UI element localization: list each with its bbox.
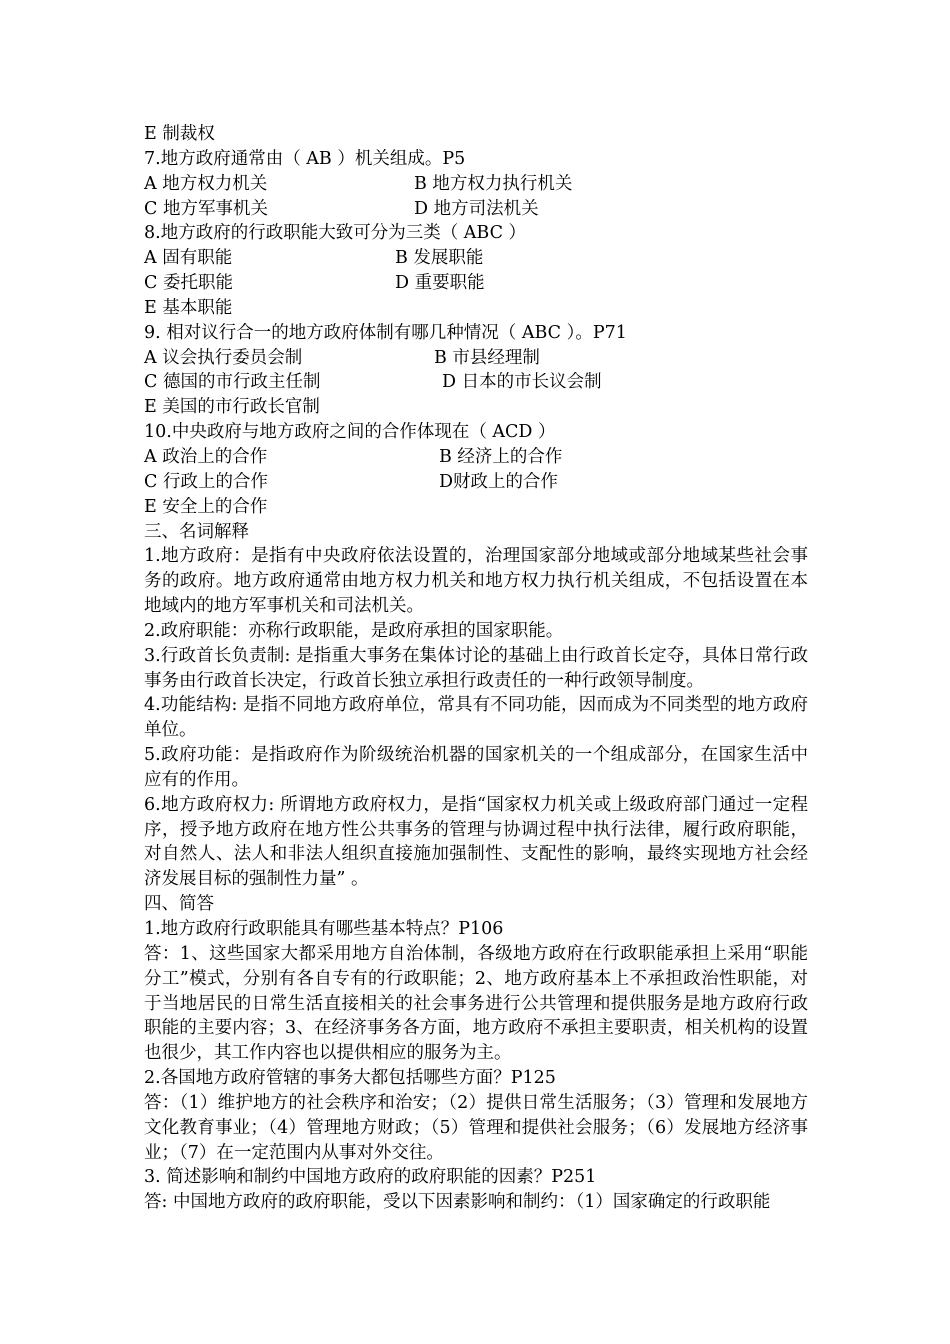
option-b: B 地方权力执行机关: [414, 173, 573, 194]
option-c: C 德国的市行政主任制: [144, 372, 321, 393]
short-answer-text: 答: 中国地方政府的政府职能，受以下因素影响和制约：（1）国家确定的行政职能: [144, 1192, 771, 1213]
option-row: [144, 470, 808, 495]
term-definition: 3.行政首长负责制: 是指重大事务在集体讨论的基础上由行政首长定夺，具体日常行政事务由行政首长决定，行政首长独立承担行政责任的一种行政领导制度。: [144, 645, 808, 691]
question-stem: 9. 相对议行合一的地方政府体制有哪几种情况（ ABC ）。P71: [144, 322, 627, 343]
section-heading-short-answer: 四、简答: [144, 894, 214, 915]
term-definition: 5.政府功能：是指政府作为阶级统治机器的国家机关的一个组成部分，在国家生活中应有的作用。: [144, 745, 808, 790]
option-b: B 经济上的合作: [439, 446, 563, 467]
short-answer-question: 2.各国地方政府管辖的事务大都包括哪些方面？P125: [144, 1068, 556, 1089]
option-c: C 地方军事机关: [144, 198, 268, 219]
short-answer-text: 答：（1）维护地方的社会秩序和治安；（2）提供日常生活服务；（3）管理和发展地方文化教育事业；（4）管理地方财政；（5）管理和提供社会服务；（6）发展地方经济事业；（7）在一定范围内从事对外交往。: [144, 1092, 808, 1163]
section-heading-definitions: 三、名词解释: [144, 521, 249, 542]
question-10: [144, 420, 808, 519]
question-stem: 8.地方政府的行政职能大致可分为三类（ ABC ）: [144, 223, 527, 244]
term-definition: 1.地方政府：是指有中央政府依法设置的，治理国家部分地域或部分地域某些社会事务的政府。地方政府通常由地方权力机关和地方权力执行机关组成，不包括设置在本地域内的地方军事机关和司法机关。: [144, 546, 808, 617]
option-row: [144, 346, 808, 371]
short-answer-question: 3. 简述影响和制约中国地方政府的政府职能的因素？P251: [144, 1167, 597, 1188]
option-d: D 日本的市长议会制: [442, 372, 602, 393]
option-e: E 安全上的合作: [144, 496, 268, 517]
option-e: E 基本职能: [144, 297, 233, 318]
question-stem: 10.中央政府与地方政府之间的合作体现在（ ACD ）: [144, 422, 556, 443]
option-e: E 美国的市行政长官制: [144, 397, 320, 418]
option-row: [144, 172, 808, 197]
document-page: [144, 122, 808, 1215]
option-row: [144, 271, 808, 296]
term-definition: 4.功能结构: 是指不同地方政府单位，常具有不同功能，因而成为不同类型的地方政府单位。: [144, 695, 808, 741]
short-answer-text: 答：1、这些国家大都采用地方自治体制，各级地方政府在行政职能承担上采用“职能分工”模式，分别有各自专有的行政职能；2、地方政府基本上不承担政治性职能，对于当地居民的日常生活直接相关的社会事务进行公共管理和提供服务是地方政府行政职能的主要内容；3、在经济事务各方面，地方政府不承担主要职责，相关机构的设置也很少，其工作内容也以提供相应的服务为主。: [144, 943, 808, 1064]
option-c: C 委托职能: [144, 273, 233, 294]
short-answer-question: 1.地方政府行政职能具有哪些基本特点？P106: [144, 919, 504, 939]
option-a: A 议会执行委员会制: [144, 347, 303, 368]
question-stem: 7.地方政府通常由（ AB ）机关组成。P5: [144, 148, 466, 169]
option-a: A 政治上的合作: [144, 446, 268, 467]
option-a: A 固有职能: [144, 248, 233, 269]
option-d: D 重要职能: [395, 273, 485, 294]
option-a: A 地方权力机关: [144, 173, 268, 194]
question-9: [144, 321, 808, 420]
option-row: [144, 197, 808, 222]
option-b: B 发展职能: [395, 248, 484, 269]
question-7: [144, 147, 808, 222]
option-row: [144, 370, 808, 395]
term-definition: 2.政府职能：亦称行政职能，是政府承担的国家职能。: [144, 620, 564, 641]
option-row: [144, 445, 808, 470]
term-definition: 6.地方政府权力: 所谓地方政府权力，是指“国家权力机关或上级政府部门通过一定程序，授予地方政府在地方性公共事务的管理与协调过程中执行法律，履行政府职能，对自然人、法人和非法人组织直接施加强制性、支配性的影响，最终实现地方社会经济发展目标的强制性力量” 。: [144, 794, 808, 890]
option-c: C 行政上的合作: [144, 471, 268, 492]
option-b: B 市县经理制: [434, 347, 540, 368]
option-d: D财政上的合作: [439, 471, 559, 492]
question-8: [144, 221, 808, 320]
option-e-line: E 制裁权: [144, 124, 215, 144]
option-row: [144, 246, 808, 271]
option-d: D 地方司法机关: [414, 198, 539, 219]
